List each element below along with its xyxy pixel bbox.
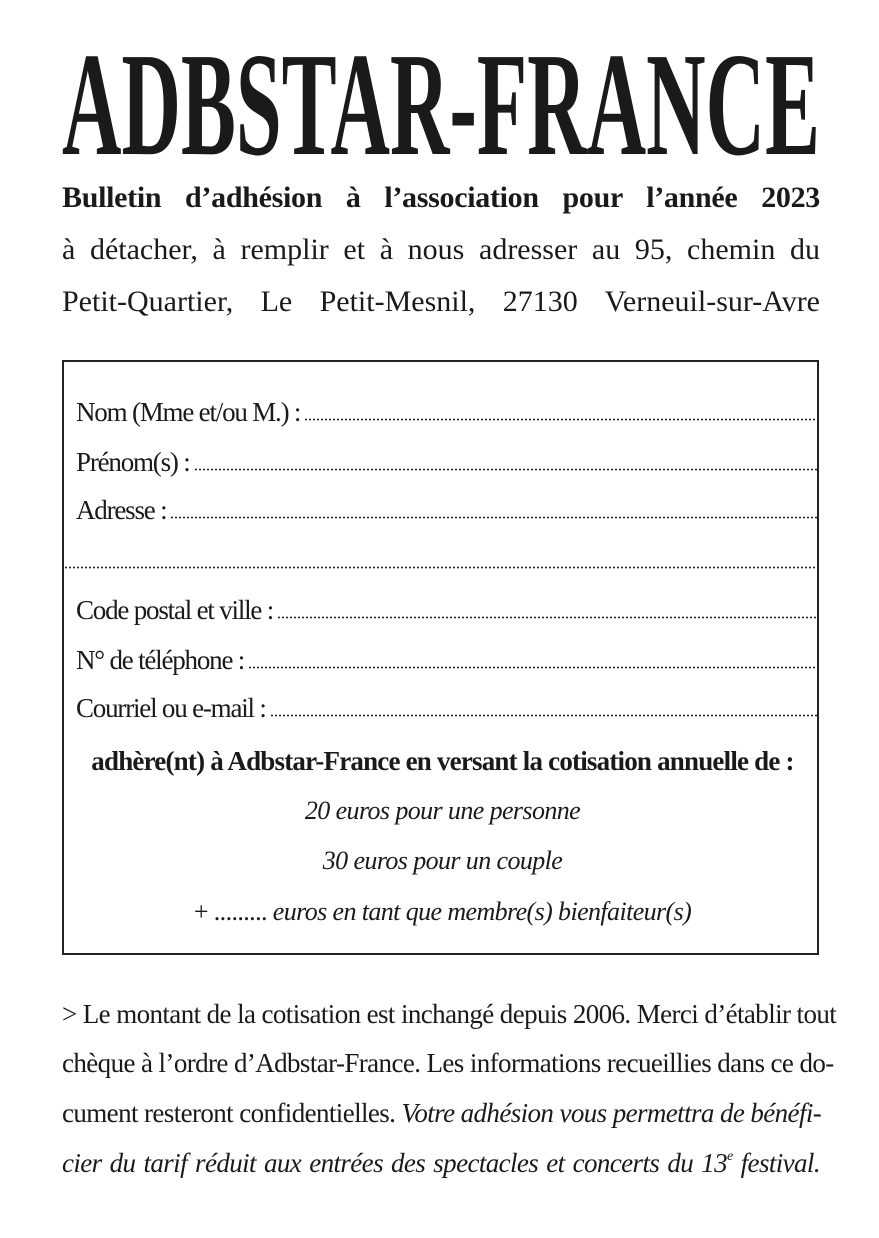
footer-line-4-after: festival. — [740, 1148, 820, 1178]
page-title-graphic — [62, 42, 822, 172]
footer-line-3 — [62, 1095, 820, 1131]
intro-line-1: à détacher, à remplir et à nous adresser au 95, chemin du — [62, 233, 820, 266]
footer-line-4-before: cier du tarif réduit aux entrées des spectacles et concerts du 13 — [62, 1148, 727, 1178]
phone-field[interactable] — [76, 642, 819, 676]
phone-dotted-line[interactable] — [248, 666, 819, 669]
name-label: Nom (Mme et/ou M.) : — [76, 397, 301, 427]
fee-benefactor-prefix[interactable]: + ......... — [193, 897, 267, 926]
name-dotted-line[interactable] — [304, 418, 819, 421]
postal-city-label: Code postal et ville : — [76, 595, 274, 625]
first-name-dotted-line[interactable] — [194, 468, 819, 471]
address-label: Adresse : — [76, 495, 167, 525]
page-title-text: ADBSTAR-FRANCE — [62, 42, 820, 172]
footer-line-3-plain: cument resteront confidentielles. — [62, 1098, 396, 1128]
footer-line-4-sup: e — [726, 1149, 733, 1164]
phone-label: N° de téléphone : — [76, 645, 245, 675]
email-dotted-line[interactable] — [270, 714, 819, 717]
page-title — [62, 42, 822, 172]
adhere-statement: adhère(nt) à Adbstar-France en versant la cotisation annuelle de : — [91, 746, 794, 776]
email-label: Courriel ou e-mail : — [76, 693, 266, 723]
first-name-label: Prénom(s) : — [76, 447, 190, 477]
address-dotted-line[interactable] — [170, 516, 819, 519]
address-field[interactable] — [76, 492, 819, 526]
intro-line-2: Petit-Quartier, Le Petit-Mesnil, 27130 Verneuil-sur-Avre — [62, 285, 820, 318]
address-line-2-dotted-line[interactable] — [64, 566, 819, 569]
name-field[interactable] — [76, 394, 819, 428]
fee-couple: 30 euros pour un couple — [322, 846, 563, 875]
postal-city-field[interactable] — [76, 592, 819, 626]
footer-line-2: chèque à l’ordre d’Adbstar-France. Les informations recueillies dans ce do- — [62, 1048, 834, 1078]
subtitle: Bulletin d’adhésion à l’association pour l’année 2023 — [62, 181, 820, 214]
postal-city-dotted-line[interactable] — [277, 616, 819, 619]
address-line-2-field[interactable] — [64, 542, 819, 576]
footer-line-4 — [62, 1145, 820, 1181]
first-name-field[interactable] — [76, 444, 819, 478]
fee-benefactor-text: euros en tant que membre(s) bienfaiteur(s) — [272, 897, 692, 926]
membership-form — [62, 360, 819, 955]
email-field[interactable] — [76, 690, 819, 724]
fee-single: 20 euros pour une personne — [304, 796, 581, 825]
fee-benefactor — [64, 897, 821, 927]
footer-line-1: > Le montant de la cotisation est inchangé depuis 2006. Merci d’établir tout — [62, 999, 837, 1029]
footer-line-3-italic: Votre adhésion vous permettra de bénéfi- — [401, 1098, 822, 1128]
